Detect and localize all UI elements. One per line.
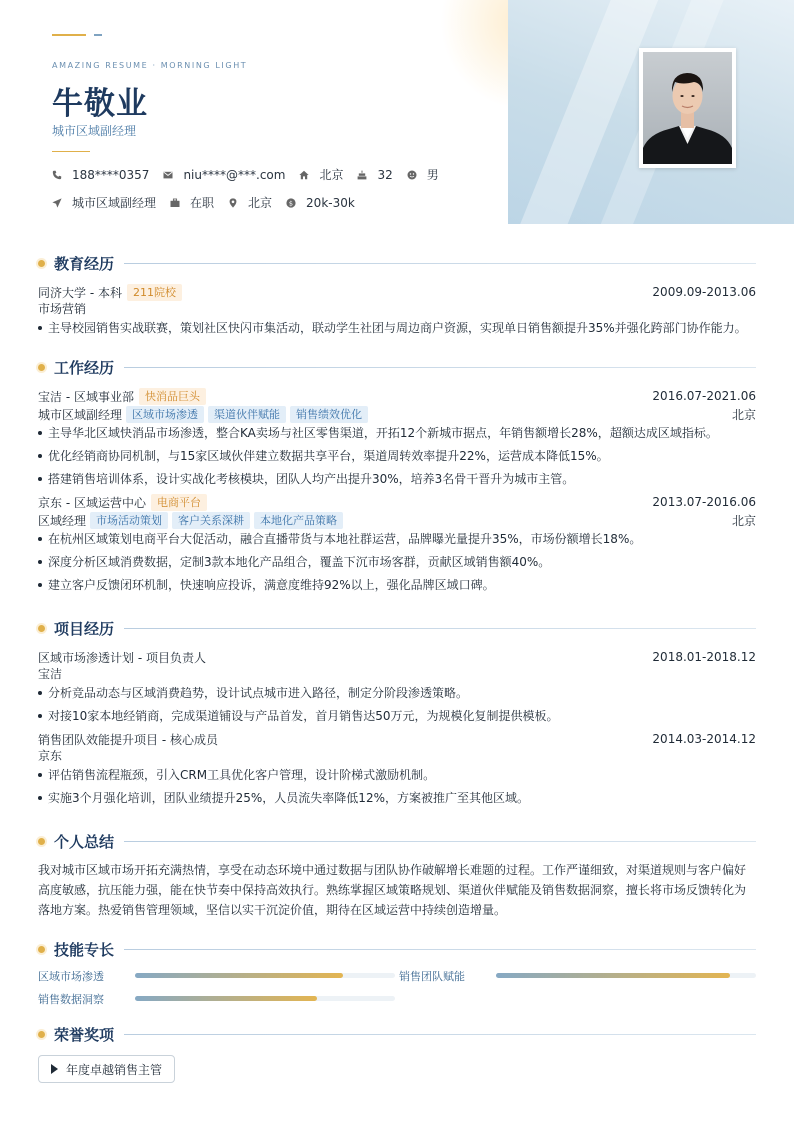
project-bullet: 评估销售流程瓶颈，引入CRM工具优化客户管理，设计阶梯式激励机制。	[38, 765, 756, 788]
section-title: 荣誉奖项	[54, 1025, 115, 1044]
section-dot	[38, 260, 45, 267]
section-title: 项目经历	[54, 619, 115, 638]
skill-item	[38, 968, 399, 983]
section-divider	[124, 1034, 756, 1035]
section-divider	[124, 263, 756, 264]
section-header	[38, 830, 756, 852]
summary-line: 落地方案。热爱销售管理领域，坚信以实干沉淀价值，期待在区域运营中持续创造增量。	[38, 903, 507, 917]
contact-phone	[52, 168, 149, 182]
contact-home-value: 北京	[319, 168, 344, 182]
candidate-name: 牛敬业	[52, 86, 148, 122]
briefcase-icon	[170, 198, 180, 208]
work-bullet: 深度分析区域消费数据，定制3款本地化产品组合，覆盖下沉市场客群，贡献区域销售额40%。	[38, 552, 756, 575]
project-date: 2018.01-2018.12	[652, 650, 756, 664]
location-pin-icon	[228, 198, 238, 208]
skill-bar-fill	[496, 973, 730, 978]
skills-grid	[38, 968, 756, 1006]
award-label: 年度卓越销售主管	[66, 1062, 163, 1077]
section-title: 工作经历	[54, 358, 115, 377]
contact-gender	[407, 166, 439, 183]
skill-tag: 市场活动策划	[90, 512, 168, 529]
work-position-row	[38, 405, 756, 423]
role-underline	[52, 151, 90, 152]
play-triangle-icon	[51, 1064, 58, 1074]
send-icon	[52, 198, 62, 208]
intent-salary-value: 20k-30k	[306, 195, 355, 210]
contact-email	[163, 168, 285, 182]
intent-city-value: 北京	[248, 196, 273, 210]
skill-tag: 客户关系深耕	[172, 512, 250, 529]
cake-icon	[357, 170, 367, 180]
skill-bar-fill	[135, 973, 343, 978]
company-tag: 电商平台	[151, 494, 207, 511]
phone-icon	[52, 170, 62, 180]
work-entry	[38, 493, 756, 598]
section-header	[38, 938, 756, 960]
section-header	[38, 356, 756, 378]
summary-text	[38, 860, 756, 920]
work-section	[38, 356, 756, 598]
section-dot	[38, 625, 45, 632]
candidate-role: 城市区域副经理	[52, 124, 137, 138]
accent-line-gold	[52, 34, 86, 36]
section-divider	[124, 841, 756, 842]
contact-gender-value: 男	[426, 168, 439, 182]
work-company: 京东 - 区域运营中心	[38, 495, 146, 510]
skill-tag: 区域市场渗透	[126, 406, 204, 423]
work-entry	[38, 387, 756, 492]
skill-bar-track	[135, 973, 395, 978]
work-date: 2013.07-2016.06	[652, 495, 756, 509]
project-bullet: 分析竞品动态与区域消费趋势，设计试点城市进入路径，制定分阶段渗透策略。	[38, 683, 756, 706]
summary-line: 高度敏感，抗压能力强，能在快节奏中保持高效执行。熟练掌握区域策略规划、渠道伙伴赋能及销售数据洞察，擅长将市场反馈转化为	[38, 883, 747, 897]
section-dot	[38, 946, 45, 953]
section-title: 个人总结	[54, 832, 115, 851]
work-bullet: 优化经销商协同机制，与15家区域伙伴建立数据共享平台，渠道周转效率提升22%，运营成本降低15%。	[38, 446, 756, 469]
project-name: 区域市场渗透计划 - 项目负责人	[38, 650, 206, 665]
work-company-row	[38, 493, 756, 511]
section-dot	[38, 838, 45, 845]
skill-tag: 渠道伙伴赋能	[208, 406, 286, 423]
project-name: 销售团队效能提升项目 - 核心成员	[38, 732, 218, 747]
contact-age	[357, 168, 392, 182]
resume-header	[0, 0, 794, 224]
portrait-image	[643, 52, 732, 164]
projects-section	[38, 617, 756, 811]
awards-section	[38, 1023, 756, 1083]
project-entry	[38, 730, 756, 811]
svg-text:$: $	[288, 198, 294, 207]
section-dot	[38, 1031, 45, 1038]
section-title: 技能专长	[54, 940, 115, 959]
intent-position-value: 城市区域副经理	[72, 196, 157, 210]
section-divider	[124, 367, 756, 368]
intent-salary	[286, 196, 355, 210]
section-header	[38, 617, 756, 639]
intent-status	[170, 194, 214, 211]
summary-line: 我对城市区域市场开拓充满热情，享受在动态环境中通过数据与团队协作破解增长难题的过程。工作严谨细致，对渠道规则与客户偏好	[38, 863, 747, 877]
project-row	[38, 730, 756, 748]
education-major: 市场营销	[38, 302, 87, 316]
education-section	[38, 252, 756, 341]
work-position: 区域经理	[38, 513, 87, 528]
award-badge	[38, 1055, 175, 1083]
intent-city	[228, 194, 272, 211]
summary-section	[38, 830, 756, 920]
contact-home	[299, 166, 343, 183]
contact-age-value: 32	[377, 167, 393, 182]
education-bullet: 主导校园销售实战联赛，策划社区快闪市集活动，联动学生社团与周边商户资源，实现单日销售额提升35%并强化跨部门协作能力。	[38, 318, 756, 341]
education-entry	[38, 283, 756, 341]
work-city: 北京	[731, 513, 756, 528]
section-header	[38, 1023, 756, 1045]
project-org: 京东	[38, 749, 63, 763]
work-date: 2016.07-2021.06	[652, 389, 756, 403]
project-entry	[38, 648, 756, 729]
work-bullet: 搭建销售培训体系，设计实战化考核模块，团队人均产出提升30%，培养3名骨干晋升为城市主管。	[38, 469, 756, 492]
section-divider	[124, 628, 756, 629]
education-date: 2009.09-2013.06	[652, 285, 756, 299]
project-org: 宝洁	[38, 667, 63, 681]
profile-photo	[639, 48, 736, 168]
intent-status-value: 在职	[190, 196, 215, 210]
work-position: 城市区域副经理	[38, 407, 123, 422]
work-city: 北京	[731, 407, 756, 422]
section-title: 教育经历	[54, 254, 115, 273]
contact-email-value: niu****@***.com	[183, 167, 286, 182]
skill-label: 销售数据洞察	[38, 992, 104, 1006]
project-date: 2014.03-2014.12	[652, 732, 756, 746]
intent-position	[52, 194, 156, 211]
education-row	[38, 283, 756, 301]
school-name: 同济大学 - 本科	[38, 285, 122, 300]
skill-bar-track	[135, 996, 395, 1001]
project-bullet: 对接10家本地经销商，完成渠道铺设与产品首发，首月销售达50万元，为规模化复制提供模板。	[38, 706, 756, 729]
work-position-row	[38, 511, 756, 529]
skill-bar-track	[496, 973, 756, 978]
project-row	[38, 648, 756, 666]
project-bullet: 实施3个月强化培训，团队业绩提升25%，人员流失率降低12%，方案被推广至其他区域。	[38, 788, 756, 811]
home-icon	[299, 170, 309, 180]
resume-tagline: AMAZING RESUME · MORNING LIGHT	[52, 61, 248, 70]
accent-line-blue	[94, 34, 102, 36]
work-bullet: 在杭州区域策划电商平台大促活动，融合直播带货与本地社群运营，品牌曝光量提升35%，市场份额增长18%。	[38, 529, 756, 552]
skill-tag: 销售绩效优化	[290, 406, 368, 423]
school-tag: 211院校	[127, 284, 182, 301]
skills-section	[38, 938, 756, 1006]
skill-item	[399, 968, 756, 983]
work-company-row	[38, 387, 756, 405]
section-divider	[124, 949, 756, 950]
coin-icon	[286, 198, 296, 208]
work-company: 宝洁 - 区域事业部	[38, 389, 134, 404]
skill-bar-fill	[135, 996, 317, 1001]
mail-icon	[163, 170, 173, 180]
work-bullet: 建立客户反馈闭环机制，快速响应投诉，满意度维持92%以上，强化品牌区域口碑。	[38, 575, 756, 598]
job-intent-row	[52, 194, 369, 211]
contact-phone-value: 188****0357	[72, 167, 150, 182]
skill-tag: 本地化产品策略	[254, 512, 343, 529]
section-header	[38, 252, 756, 274]
skill-label: 区域市场渗透	[38, 969, 104, 983]
section-dot	[38, 364, 45, 371]
company-tag: 快消品巨头	[139, 388, 206, 405]
skill-item	[38, 991, 399, 1006]
face-icon	[407, 170, 417, 180]
skill-label: 销售团队赋能	[399, 969, 465, 983]
contact-row	[52, 166, 453, 183]
work-bullet: 主导华北区域快消品市场渗透，整合KA卖场与社区零售渠道，开拓12个新城市据点，年销售额增长28%，超额达成区域指标。	[38, 423, 756, 446]
